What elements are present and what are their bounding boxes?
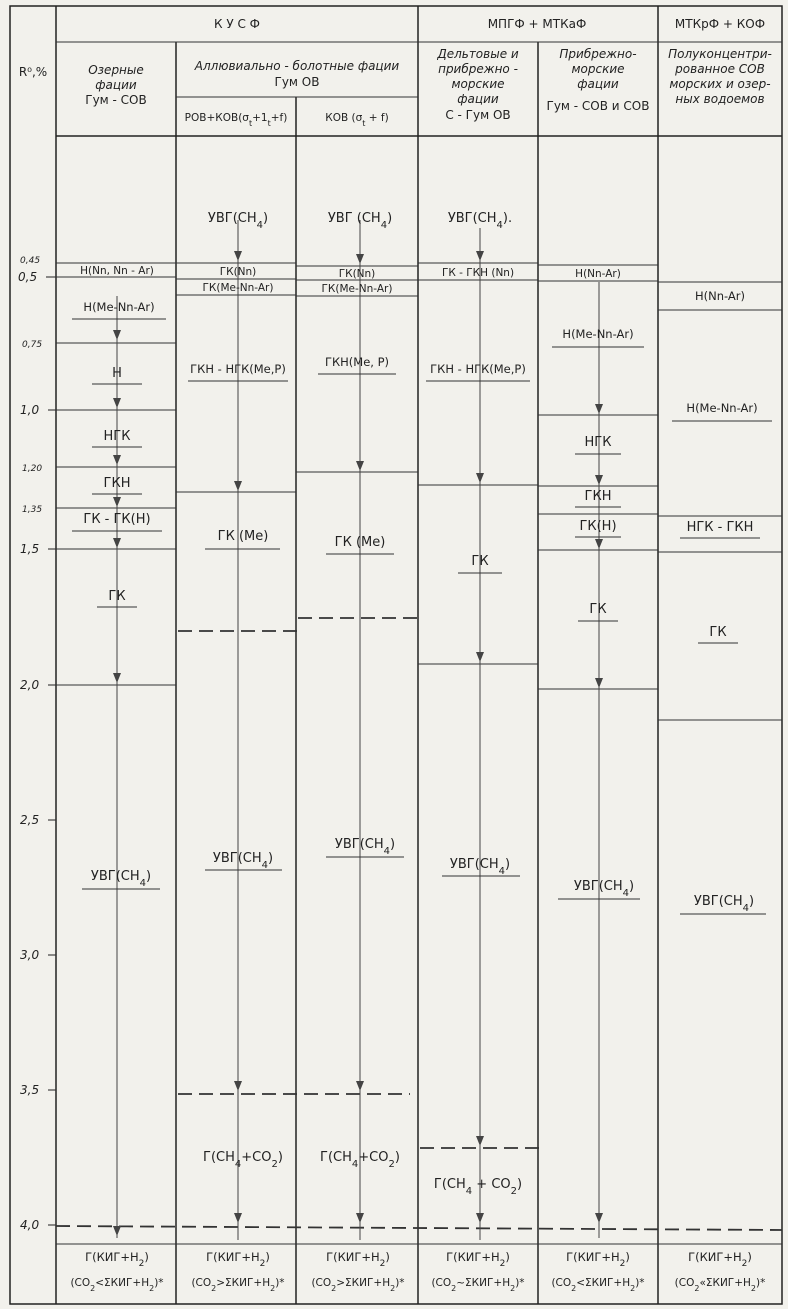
col1-gk-label: ГК bbox=[108, 589, 126, 604]
col3-co2-ratio-label: $(СО_2>\Sigma КИГ+Н_2)*$ bbox=[311, 1277, 405, 1293]
col6-title-line3: морских и озер- bbox=[669, 77, 771, 91]
col4-title-line4: фации bbox=[457, 92, 499, 106]
tick-0-5: 0,5 bbox=[18, 270, 38, 284]
header bbox=[19, 17, 772, 128]
col4-title-line3: морские bbox=[451, 77, 505, 91]
col4-co2-ratio-label: $(СО_2\sim\Sigma КИГ+Н_2)*$ bbox=[431, 1277, 525, 1293]
col3-gk-me-nn-label: ГК(Me-Nn-Ar) bbox=[321, 283, 393, 295]
tick-3-5: 3,5 bbox=[20, 1083, 40, 1097]
col2-gk-nn-label: ГК(Nn) bbox=[219, 266, 257, 278]
col5-title-line1: Прибрежно- bbox=[559, 47, 637, 61]
col5-ngk-label: НГК bbox=[584, 435, 612, 450]
arrow-heads bbox=[113, 251, 603, 1236]
col5-title-line4: Гум - СОВ и СОВ bbox=[546, 99, 650, 113]
col1-title-line3: Гум - СОВ bbox=[85, 93, 147, 107]
col6-co2-ratio-label: $(СО_2«\Sigma КИГ+Н_2)*$ bbox=[674, 1277, 766, 1293]
col4-gk-gkn-label: ГК - ГКН (Nn) bbox=[441, 267, 515, 279]
col3-g-kig-label: $Г(КИГ+Н_2)$ bbox=[326, 1250, 390, 1269]
col4-gkn-ngk-label: ГКН - НГК(Me,P) bbox=[430, 362, 526, 376]
col6-zones bbox=[672, 289, 772, 914]
col4-uvg-label: $УВГ(СН_4)$ bbox=[449, 857, 511, 877]
col5-h-me-label: Н(Me-Nn-Ar) bbox=[562, 327, 634, 341]
col4-title-line5: С - Гум ОВ bbox=[445, 108, 511, 122]
tick-1-5: 1,5 bbox=[20, 542, 40, 556]
col6-uvg-label: $УВГ(СН_4)$ bbox=[693, 894, 755, 914]
y-axis bbox=[18, 256, 56, 1232]
col2-gk-me-label: ГК (Me) bbox=[217, 529, 269, 544]
col1-h-nn-label: Н(Nn, Nn - Ar) bbox=[80, 265, 154, 277]
group-kusf-title: К У С Ф bbox=[214, 17, 260, 31]
col3-gkn-label: ГКН(Me, P) bbox=[324, 355, 390, 369]
col1-co2-ratio-label: $(СО_2<\Sigma КИГ+Н_2)*$ bbox=[70, 1277, 164, 1293]
col1-title-line1: Озерные bbox=[88, 63, 144, 77]
y-axis-title: R⁰,% bbox=[18, 65, 48, 79]
col4-uvg-top-label: $УВГ(СН_4)$. bbox=[447, 211, 513, 231]
col3-uvg-label: $УВГ(СН_4)$ bbox=[334, 837, 396, 857]
col5-g-kig-label: $Г(КИГ+Н_2)$ bbox=[566, 1250, 630, 1269]
col5-gk-label: ГК bbox=[589, 602, 607, 617]
col1-gk-gkh-label: ГК - ГК(Н) bbox=[83, 512, 151, 527]
col2-uvg-top-label: $УВГ(СН_4)$ bbox=[207, 211, 269, 231]
col1-ngk-label: НГК bbox=[103, 429, 131, 444]
group-mpgf-title: МПГФ + МТКаФ bbox=[487, 17, 587, 31]
tick-2-0: 2,0 bbox=[20, 678, 40, 692]
col4-g-kig-label: $Г(КИГ+Н_2)$ bbox=[446, 1250, 510, 1269]
col6-ngk-gkn-label: НГК - ГКН bbox=[686, 520, 754, 535]
col4-title-line1: Дельтовые и bbox=[437, 47, 519, 61]
col1-h-me-label: Н(Me-Nn-Ar) bbox=[83, 300, 155, 314]
table-grid bbox=[10, 6, 782, 1304]
col3-gk-me-label: ГК (Me) bbox=[334, 535, 386, 550]
tick-0-75: 0,75 bbox=[22, 340, 43, 350]
col5-co2-ratio-label: $(СО_2<\Sigma КИГ+Н_2)*$ bbox=[551, 1277, 645, 1293]
col6-title-line4: ных водоемов bbox=[675, 92, 765, 106]
col3-g-ch4-co2-label: $Г(СН_4+СО_2)$ bbox=[320, 1150, 400, 1170]
col5-zones bbox=[552, 268, 644, 899]
col6-h-me-label: Н(Me-Nn-Ar) bbox=[686, 401, 758, 415]
dashed-boundaries bbox=[56, 618, 782, 1230]
col23-title-line2: Гум ОВ bbox=[274, 75, 320, 89]
col3-subtitle: КОВ $(\sigma_t + f)$ bbox=[325, 112, 389, 128]
col5-title-line3: фации bbox=[577, 77, 619, 91]
col5-gkn-label: ГКН bbox=[584, 489, 612, 504]
col2-gkn-ngk-label: ГКН - НГК(Me,P) bbox=[190, 362, 286, 376]
tick-1-20: 1,20 bbox=[22, 464, 43, 474]
col5-h-nn-label: Н(Nn-Ar) bbox=[575, 268, 621, 280]
col1-uvg-label: $УВГ(СН_4)$ bbox=[90, 869, 152, 889]
col1-gkn-label: ГКН bbox=[103, 476, 131, 491]
col2-g-kig-label: $Г(КИГ+Н_2)$ bbox=[206, 1250, 270, 1269]
col1-g-kig-label: $Г(КИГ+Н_2)$ bbox=[85, 1250, 149, 1269]
col6-h-nn-label: Н(Nn-Ar) bbox=[694, 289, 746, 303]
col4-gk-label: ГК bbox=[471, 554, 489, 569]
col6-title-line2: рованное СОВ bbox=[675, 62, 765, 76]
tick-0-45: 0,45 bbox=[20, 256, 41, 266]
col2-uvg-label: $УВГ(СН_4)$ bbox=[212, 851, 274, 871]
col6-g-kig-label: $Г(КИГ+Н_2)$ bbox=[688, 1250, 752, 1269]
col4-title-line2: прибрежно - bbox=[438, 62, 518, 76]
col3-uvg-top-label: УВГ $(СН_4)$ bbox=[327, 211, 393, 231]
col6-gk-label: ГК bbox=[709, 625, 727, 640]
col1-h-label: Н bbox=[112, 366, 122, 381]
col4-g-ch4-co2-label: $Г(СН_4 + СО_2)$ bbox=[433, 1177, 523, 1197]
col6-title-line1: Полуконцентри- bbox=[668, 47, 772, 61]
col2-gk-me-nn-label: ГК(Me-Nn-Ar) bbox=[202, 282, 274, 294]
col23-title-line1: Аллювиально - болотные фации bbox=[194, 59, 400, 73]
col4-zones bbox=[426, 211, 530, 1197]
tick-4-0: 4,0 bbox=[20, 1218, 40, 1232]
tick-1-35: 1,35 bbox=[22, 505, 43, 515]
col5-title-line2: морские bbox=[571, 62, 625, 76]
tick-3-0: 3,0 bbox=[20, 948, 40, 962]
col1-zones bbox=[72, 265, 166, 889]
col3-zones bbox=[318, 211, 404, 1170]
group-mtkrf-title: МТКрФ + КОФ bbox=[674, 17, 766, 31]
col2-g-ch4-co2-label: $Г(СН_4+СО_2)$ bbox=[203, 1150, 283, 1170]
col5-uvg-label: $УВГ(СН_4)$ bbox=[573, 879, 635, 899]
col1-title-line2: фации bbox=[95, 78, 137, 92]
tick-2-5: 2,5 bbox=[20, 813, 40, 827]
col5-gkh-label: ГК(Н) bbox=[579, 519, 617, 534]
col2-subtitle: $РОВ+КОВ(\sigma_t+1_t+f)$ bbox=[184, 112, 288, 128]
col2-co2-ratio-label: $(СО_2>\Sigma КИГ+Н_2)*$ bbox=[191, 1277, 285, 1293]
col3-gk-nn-label: ГК(Nn) bbox=[338, 268, 376, 280]
tick-1-0: 1,0 bbox=[20, 403, 40, 417]
zone-boundaries bbox=[56, 263, 782, 1244]
